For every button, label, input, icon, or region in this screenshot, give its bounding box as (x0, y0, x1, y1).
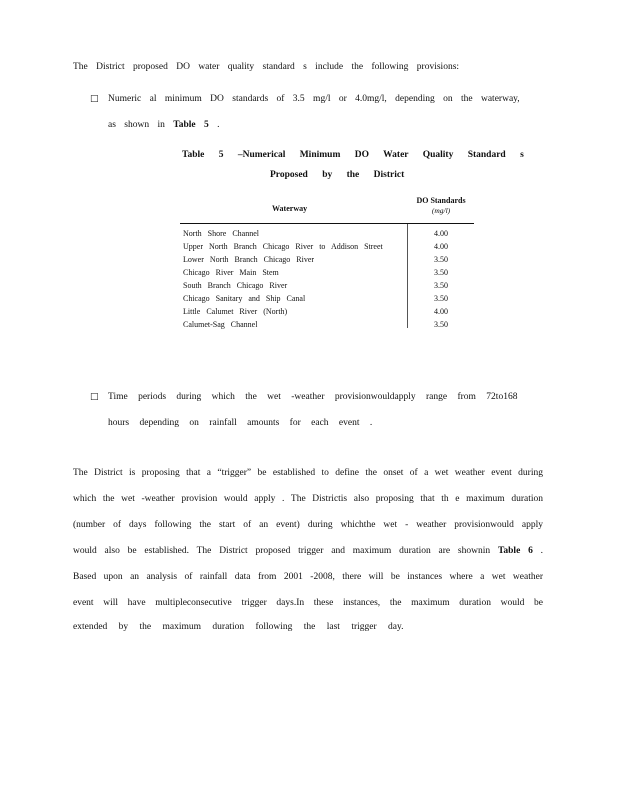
waterway-cell: Chicago Sanitary and Ship Canal (183, 294, 306, 303)
paragraph-line-1: The District is proposing that a “trigger” be established to define the onset of a wet weather event during (73, 468, 543, 478)
do-value-cell: 3.50 (434, 294, 448, 303)
paragraph-line-4-text: would also be established. The District proposed trigger and maximum duration are shownin (73, 546, 491, 556)
table-row (180, 318, 474, 331)
bullet-1-period: . (217, 120, 220, 130)
waterway-cell: Upper North Branch Chicago River to Addison Street (183, 242, 383, 251)
table-caption-line-2: Proposed by the District (270, 170, 405, 180)
bullet-square-icon: □ (90, 392, 99, 402)
table-row (180, 305, 474, 318)
table-column-divider (407, 224, 408, 328)
waterway-cell: Chicago River Main Stem (183, 268, 279, 277)
paragraph-line-4 (73, 545, 543, 557)
intro-text: The District proposed DO water quality standard s include the following provisions: (73, 62, 460, 72)
waterway-column-header: Waterway (272, 204, 308, 213)
table-row (180, 240, 474, 253)
do-standards-table (180, 193, 474, 331)
do-value-cell: 3.50 (434, 320, 448, 329)
bullet-1-text: as shown in (108, 120, 165, 130)
do-value-cell: 4.00 (434, 229, 448, 238)
do-value-cell: 3.50 (434, 255, 448, 264)
bullet-1-line-2 (108, 119, 219, 131)
table-5-reference: Table 5 (173, 120, 209, 130)
table-row (180, 266, 474, 279)
do-column-unit: (mg/l) (431, 206, 451, 215)
do-value-cell: 3.50 (434, 268, 448, 277)
table-row (180, 253, 474, 266)
do-column-header (408, 196, 474, 216)
bullet-2-line-2: hours depending on rainfall amounts for each event . (108, 418, 373, 428)
paragraph-line-4-period: . (540, 546, 544, 556)
table-body (180, 224, 474, 331)
bullet-1-line-1: Numeric al minimum DO standards of 3.5 mg/l or 4.0mg/l, depending on the waterway, (108, 94, 520, 104)
table-caption-line-1: Table 5 –Numerical Minimum DO Water Quality Standard s (182, 150, 524, 160)
do-column-title: DO Standards (416, 196, 466, 205)
table-6-reference: Table 6 (497, 546, 533, 556)
waterway-cell: Lower North Branch Chicago River (183, 255, 315, 264)
waterway-cell: North Shore Channel (183, 229, 259, 238)
do-value-cell: 4.00 (434, 242, 448, 251)
table-row (180, 279, 474, 292)
paragraph-line-2: which the wet -weather provision would apply . The Districtis also proposing that th e maximum duration (73, 494, 543, 504)
paragraph-line-3: (number of days following the start of an event) during whichthe wet - weather provisionwould apply (73, 520, 543, 530)
bullet-square-icon: □ (90, 94, 99, 104)
table-row (180, 227, 474, 240)
waterway-cell: Little Calumet River (North) (183, 307, 288, 316)
do-value-cell: 3.50 (434, 281, 448, 290)
paragraph-line-6: event will have multipleconsecutive trigger days.In these instances, the maximum duration would be (73, 598, 543, 608)
do-value-cell: 4.00 (434, 307, 448, 316)
waterway-cell: Calumet-Sag Channel (183, 320, 258, 329)
waterway-cell: South Branch Chicago River (183, 281, 288, 290)
table-header (180, 193, 474, 224)
paragraph-line-7: extended by the maximum duration following the last trigger day. (73, 622, 404, 632)
paragraph-line-5: Based upon an analysis of rainfall data from 2001 -2008, there will be instances where a wet weather (73, 572, 543, 582)
bullet-2-line-1: Time periods during which the wet -weather provisionwouldapply range from 72to168 (108, 392, 518, 402)
table-row (180, 292, 474, 305)
